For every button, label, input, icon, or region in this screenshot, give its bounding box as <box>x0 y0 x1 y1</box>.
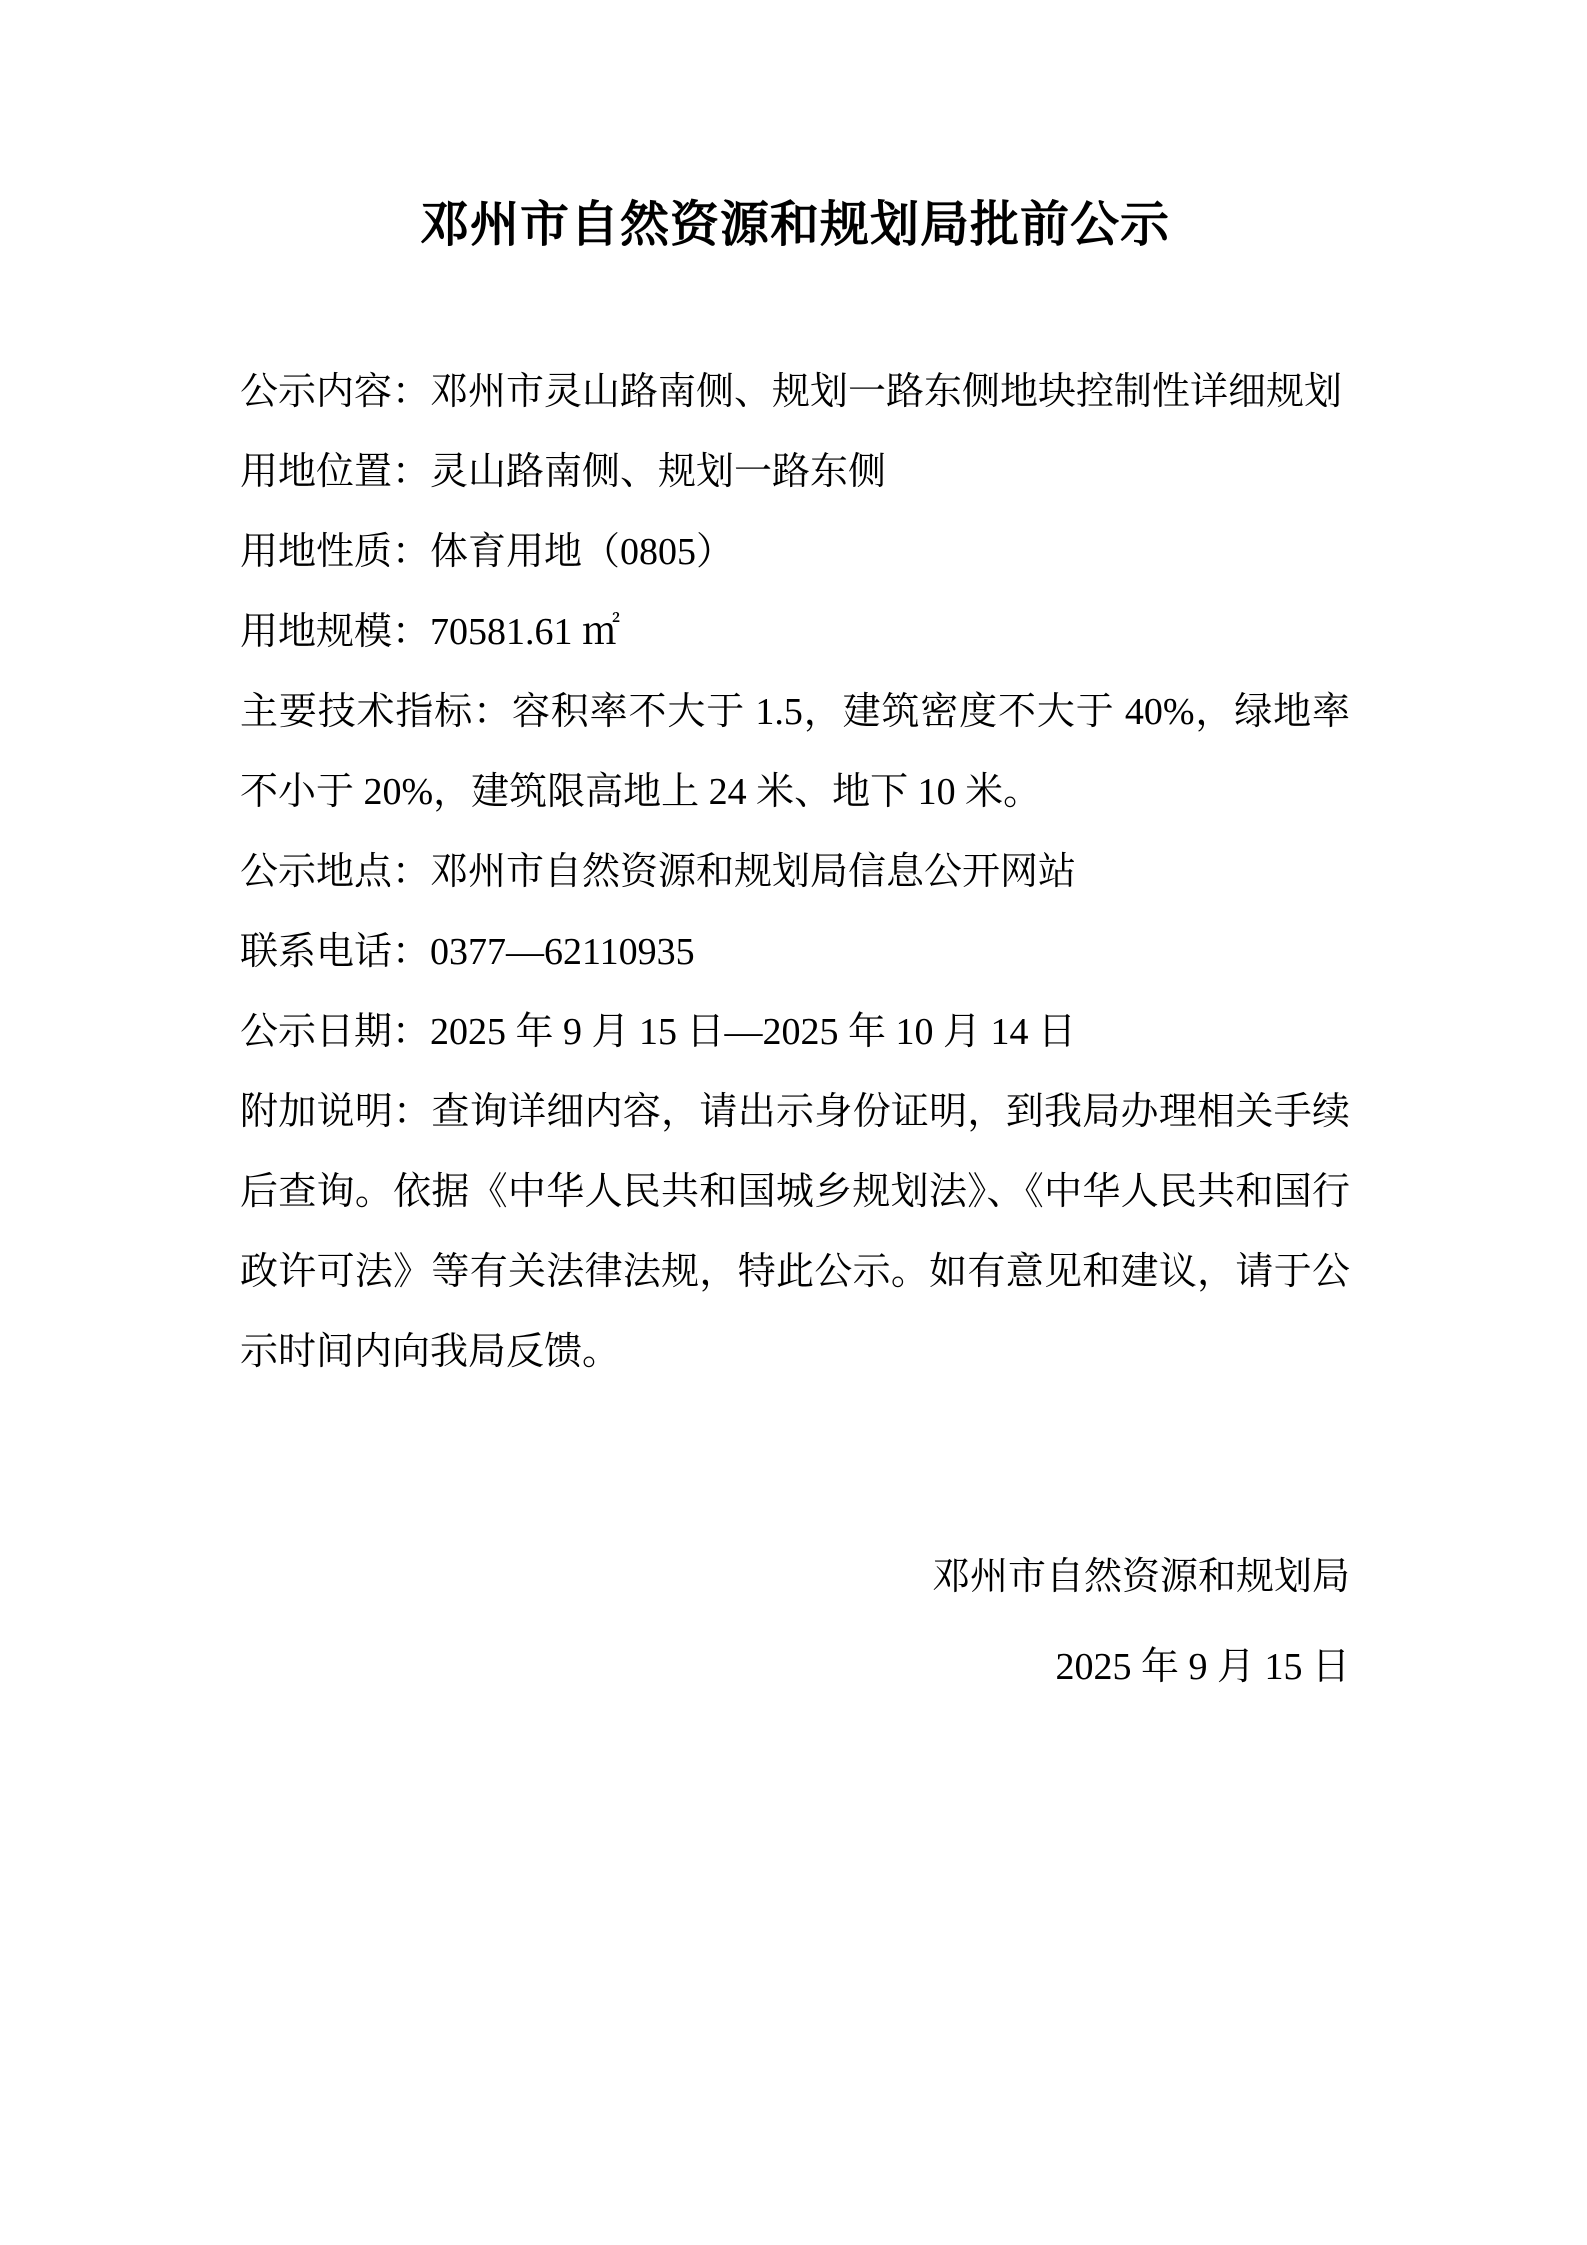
paragraph-yongdi-guimo: 用地规模：70581.61 ㎡ <box>240 611 621 653</box>
paragraph-yongdi-weizhi: 用地位置：灵山路南侧、规划一路东侧 <box>240 451 887 493</box>
signature-organization: 邓州市自然资源和规划局 <box>931 1556 1350 1598</box>
paragraph-gongshi-neirong: 公示内容：邓州市灵山路南侧、规划一路东侧地块控制性详细规划 <box>240 371 1343 413</box>
paragraph-lianxi-dianhua: 联系电话：0377—62110935 <box>240 931 695 973</box>
paragraph-yongdi-xingzhi: 用地性质：体育用地（0805） <box>240 531 735 573</box>
paragraph-fujia-shuoming: 附加说明：查询详细内容，请出示身份证明，到我局办理相关手续后查询。依据《中华人民共和国城乡规划法》、《中华人民共和国行政许可法》等有关法律法规，特此公示。如有意见和建议，请于公示时间内向我局反馈。 <box>240 1091 1350 1373</box>
signature-block <box>240 1537 1350 1707</box>
notice-body <box>240 352 1350 1392</box>
signature-date: 2025 年 9 月 15 日 <box>1055 1646 1350 1688</box>
paragraph-jishu-zhibiao: 主要技术指标：容积率不大于 1.5，建筑密度不大于 40%，绿地率不小于 20%，建筑限高地上 24 米、地下 10 米。 <box>240 691 1350 813</box>
page-title: 邓州市自然资源和规划局批前公示 <box>419 197 1170 252</box>
paragraph-gongshi-didian: 公示地点：邓州市自然资源和规划局信息公开网站 <box>240 851 1077 893</box>
paragraph-gongshi-riqi: 公示日期：2025 年 9 月 15 日—2025 年 10 月 14 日 <box>240 1011 1077 1053</box>
